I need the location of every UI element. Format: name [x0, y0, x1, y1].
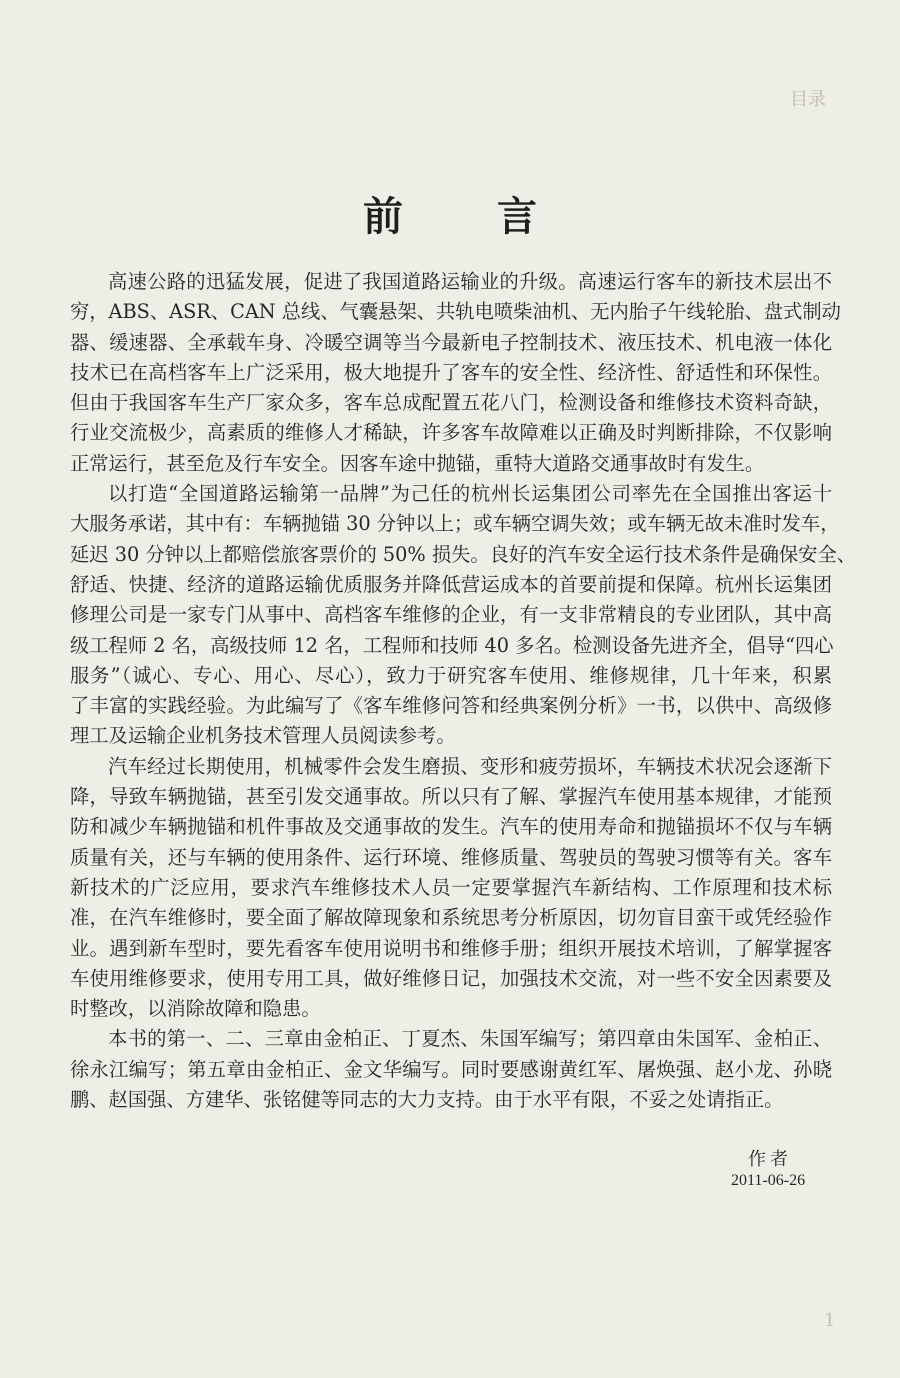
text-line: 质量有关，还与车辆的使用条件、运行环境、维修质量、驾驶员的驾驶习惯等有关。客车	[70, 845, 832, 869]
text-line: 鹏、赵国强、方建华、张铭健等同志的大力支持。由于水平有限，不妥之处请指正。	[70, 1088, 784, 1112]
text-line: 器、缓速器、全承载车身、冷暖空调等当今最新电子控制技术、液压技术、机电液一体化	[70, 330, 832, 354]
text-line: 延迟 30 分钟以上都赔偿旅客票价的 50% 损失。良好的汽车安全运行技术条件是确保安全、	[70, 542, 857, 566]
paragraph	[70, 479, 857, 752]
text-line: 徐永江编写；第五章由金柏正、金文华编写。同时要感谢黄红军、屠焕强、赵小龙、孙晓	[70, 1057, 832, 1081]
text-line: 技术已在高档客车上广泛采用，极大地提升了客车的安全性、经济性、舒适性和环保性。	[70, 360, 832, 384]
text-line: 汽车经过长期使用，机械零件会发生磨损、变形和疲劳损坏，车辆技术状况会逐渐下	[108, 754, 832, 778]
text-line: 时整改，以消除故障和隐患。	[70, 997, 321, 1021]
text-line: 正常运行，甚至危及行车安全。因客车途中抛锚，重特大道路交通事故时有发生。	[70, 451, 765, 475]
paragraph	[70, 752, 832, 1025]
text-line: 了丰富的实践经验。为此编写了《客车维修问答和经典案例分析》一书，以供中、高级修	[70, 694, 832, 718]
text-line: 但由于我国客车生产厂家众多，客车总成配置五花八门，检测设备和维修技术资料奇缺，	[70, 391, 832, 415]
text-line: 本书的第一、二、三章由金柏正、丁夏杰、朱国军编写；第四章由朱国军、金柏正、	[108, 1027, 832, 1051]
text-line: 业。遇到新车型时，要先看客车使用说明书和维修手册；组织开展技术培训，了解掌握客	[70, 936, 832, 960]
running-header: 目录	[790, 89, 826, 110]
text-line: 以打造“全国道路运输第一品牌”为己任的杭州长运集团公司率先在全国推出客运十	[108, 482, 832, 506]
text-line: 车使用维修要求，使用专用工具，做好维修日记，加强技术交流，对一些不安全因素要及	[70, 966, 832, 990]
text-line: 准，在汽车维修时，要全面了解故障现象和系统思考分析原因，切勿盲目蛮干或凭经验作	[70, 906, 832, 930]
text-line: 舒适、快捷、经济的道路运输优质服务并降低营运成本的首要前提和保障。杭州长运集团	[70, 572, 832, 596]
page-number: 1	[824, 1310, 836, 1331]
signature-author: 作者	[748, 1149, 792, 1170]
text-line: 穷，ABS、ASR、CAN 总线、气囊悬架、共轨电喷柴油机、无内胎子午线轮胎、盘式制动	[70, 300, 841, 324]
text-line: 大服务承诺，其中有：车辆抛锚 30 分钟以上；或车辆空调失效；或车辆无故未准时发车，	[70, 512, 840, 536]
text-line: 行业交流极少，高素质的维修人才稀缺，许多客车故障难以正确及时判断排除，不仅影响	[70, 421, 832, 445]
text-line: 服务”（诚心、专心、用心、尽心），致力于研究客车使用、维修规律，几十年来，积累	[70, 663, 832, 687]
text-line: 理工及运输企业机务技术管理人员阅读参考。	[70, 724, 456, 748]
text-line: 修理公司是一家专门从事中、高档客车维修的企业，有一支非常精良的专业团队，其中高	[70, 603, 832, 627]
text-line: 级工程师 2 名，高级技师 12 名，工程师和技师 40 多名。检测设备先进齐全，倡导“四心	[70, 633, 834, 657]
paragraph	[70, 267, 841, 479]
page-title: 前 言	[363, 193, 577, 240]
text-line: 降，导致车辆抛锚，甚至引发交通事故。所以只有了解、掌握汽车使用基本规律，才能预	[70, 785, 832, 809]
preface-body	[70, 267, 857, 1115]
text-line: 高速公路的迅猛发展，促进了我国道路运输业的升级。高速运行客车的新技术层出不	[108, 270, 832, 293]
text-line: 新技术的广泛应用，要求汽车维修技术人员一定要掌握汽车新结构、工作原理和技术标	[70, 875, 832, 899]
signature-date: 2011-06-26	[731, 1172, 806, 1189]
text-line: 防和减少车辆抛锚和机件事故及交通事故的发生。汽车的使用寿命和抛锚损坏不仅与车辆	[70, 815, 832, 839]
paragraph	[70, 1024, 832, 1115]
